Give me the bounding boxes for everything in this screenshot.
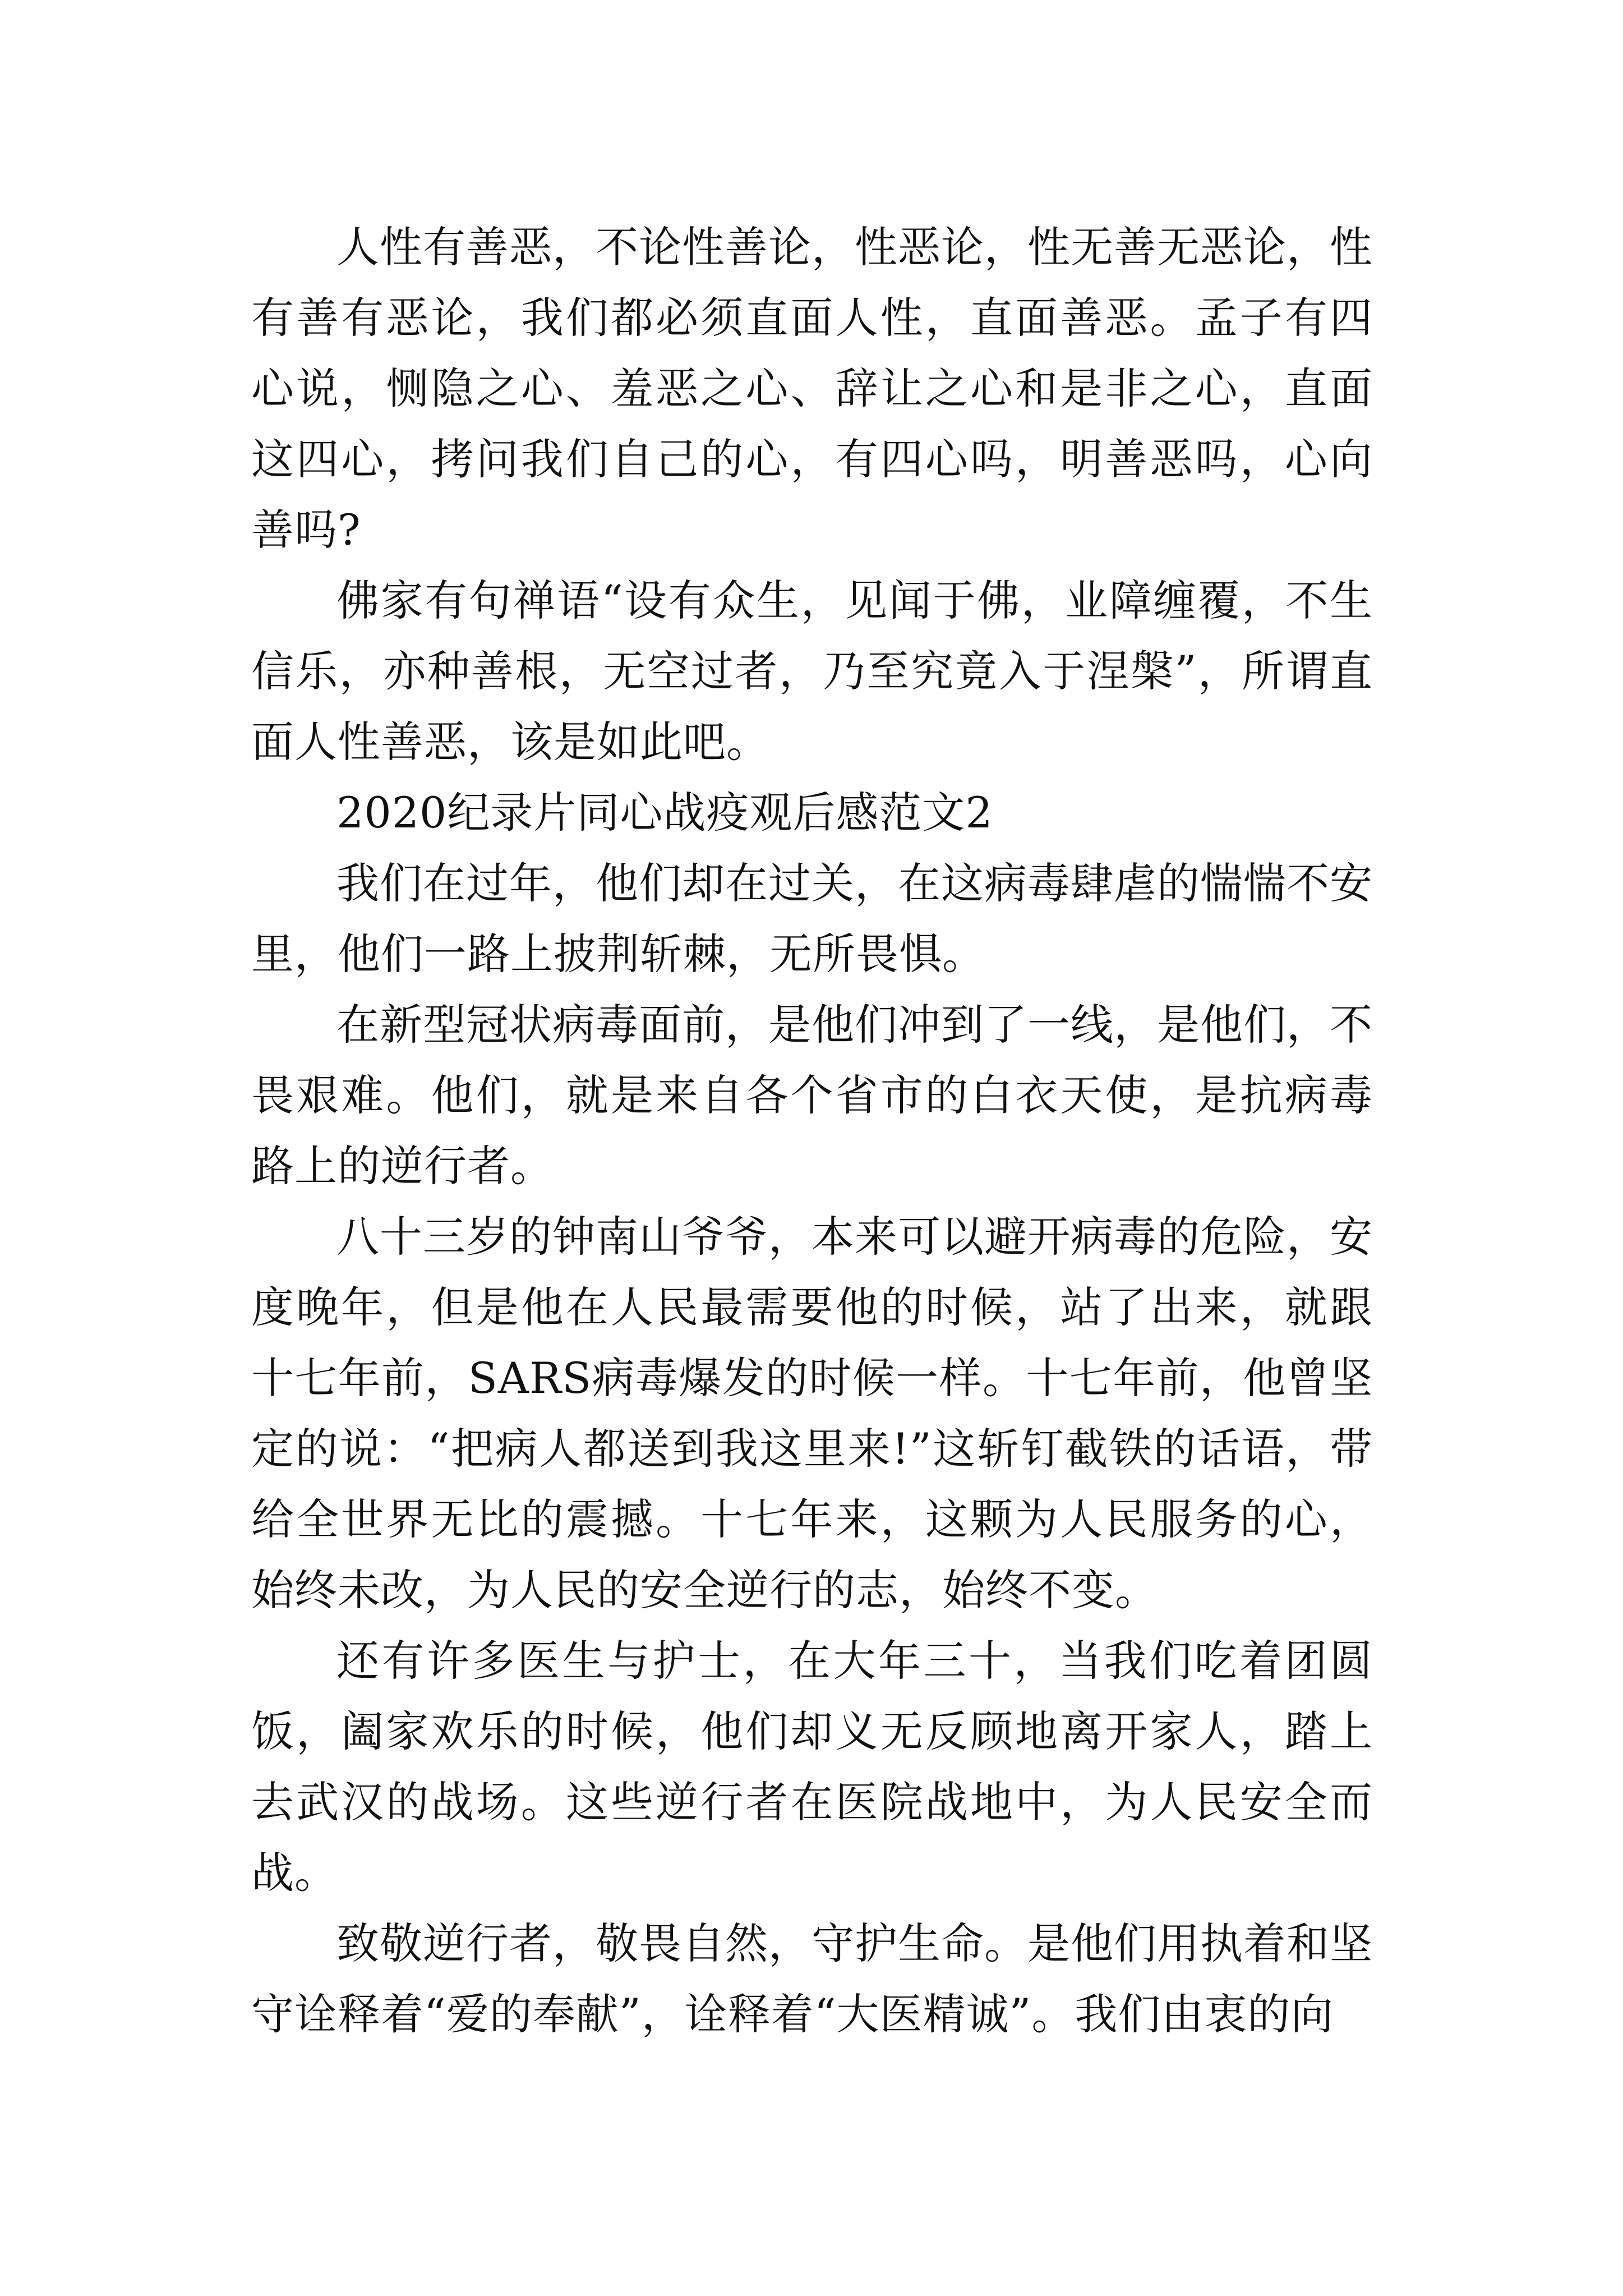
paragraph-human-nature: 人性有善恶，不论性善论，性恶论，性无善无恶论，性有善有恶论，我们都必须直面人性，直面善恶。孟子有四心说，恻隐之心、羞恶之心、辞让之心和是非之心，直面这四心，拷问我们自己的心，有四心吗，明善恶吗，心向善吗? [251,222,1373,555]
paragraph-salute: 致敬逆行者，敬畏自然，守护生命。是他们用执着和坚守诠释着“爱的奉献”，诠释着“大医精诚”。我们由衷的向 [251,1918,1373,2039]
paragraph-coronavirus: 在新型冠状病毒面前，是他们冲到了一线，是他们，不畏艰难。他们，就是来自各个省市的白衣天使，是抗病毒路上的逆行者。 [251,1000,1373,1191]
paragraph-new-year: 我们在过年，他们却在过关，在这病毒肆虐的惴惴不安里，他们一路上披荆斩棘，无所畏惧。 [251,858,1373,979]
document-body [251,212,1373,2050]
paragraph-buddhist-saying: 佛家有句禅语“设有众生，见闻于佛，业障缠覆，不生信乐，亦种善根，无空过者，乃至究竟入于涅槃”，所谓直面人性善恶，该是如此吧。 [251,576,1373,767]
paragraph-zhong-nanshan: 八十三岁的钟南山爷爷，本来可以避开病毒的危险，安度晚年，但是他在人民最需要他的时候，站了出来，就跟十七年前，SARS病毒爆发的时候一样。十七年前，他曾坚定的说：“把病人都送到我这里来!”这斩钉截铁的话语，带给全世界无比的震撼。十七年来，这颗为人民服务的心，始终未改，为人民的安全逆行的志，始终不变。 [251,1212,1373,1615]
section-heading: 2020纪录片同心战疫观后感范文2 [336,788,993,838]
paragraph-doctors-nurses: 还有许多医生与护士，在大年三十，当我们吃着团圆饭，阖家欢乐的时候，他们却义无反顾地离开家人，踏上去武汉的战场。这些逆行者在医院战地中，为人民安全而战。 [251,1636,1373,1898]
